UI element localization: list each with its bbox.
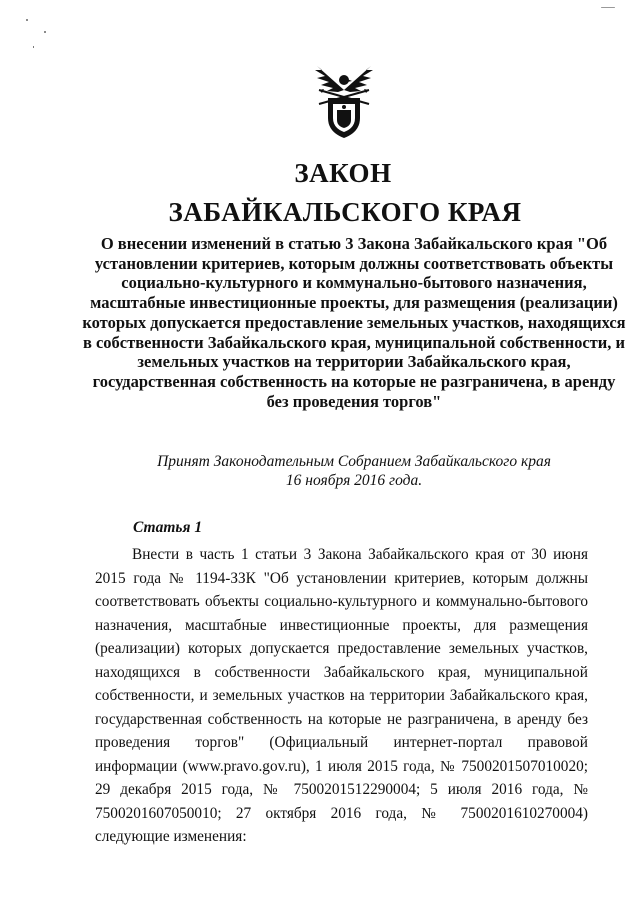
scan-speck [44, 31, 46, 33]
document-title-line-1: ЗАКОН [294, 158, 392, 188]
document-title-line-2: ЗАБАЙКАЛЬСКОГО КРАЯ [168, 197, 522, 227]
scan-speck [33, 46, 34, 48]
coat-of-arms-icon [313, 60, 375, 140]
adoption-note-line-1: Принят Законодательным Собранием Забайкальского края [157, 453, 551, 470]
scan-speck [601, 7, 615, 8]
adoption-note [80, 452, 628, 490]
article-body: Внести в часть 1 статьи 3 Закона Забайкальского края от 30 июня 2015 года № 1194-ЗЗК "Об установлении критериев, которым должны соответствовать объекты социально-культурного и коммунально-бытового назначения, масштабные инвестиционные проекты, для размещения (реализации) которых допускается предоставление земельных участков, находящихся в собственности Забайкальского края, муниципальной собственности, и земельных участков на территории Забайкальского края, государственная собственность на которые не разграничена, в аренду без проведения торгов" (Официальный интернет-портал правовой информации (www.pravo.gov.ru), 1 июля 2015 года, № 7500201507010020; 29 декабря 2015 года, № 7500201512290004; 5 июля 2016 года, № 7500201607050010; 27 октября 2016 года, № 7500201610270004) следующие изменения: [95, 546, 588, 845]
article-heading: Статья 1 [133, 519, 203, 536]
adoption-note-line-2: 16 ноября 2016 года. [285, 472, 423, 489]
law-subtitle: О внесении изменений в статью 3 Закона Забайкальского края "Об установлении критериев, которым должны соответствовать объекты социально-культурного и коммунально-бытового назначения, масштабные инвестиционные проекты, для размещения (реализации) которых допускается предоставление земельных участков, находящихся в собственности Забайкальского края, муниципальной собственности, и земельных участков на территории Забайкальского края, государственная собственность на которые не разграничена, в аренду без проведения торгов" [82, 234, 626, 411]
scan-speck [26, 19, 28, 21]
